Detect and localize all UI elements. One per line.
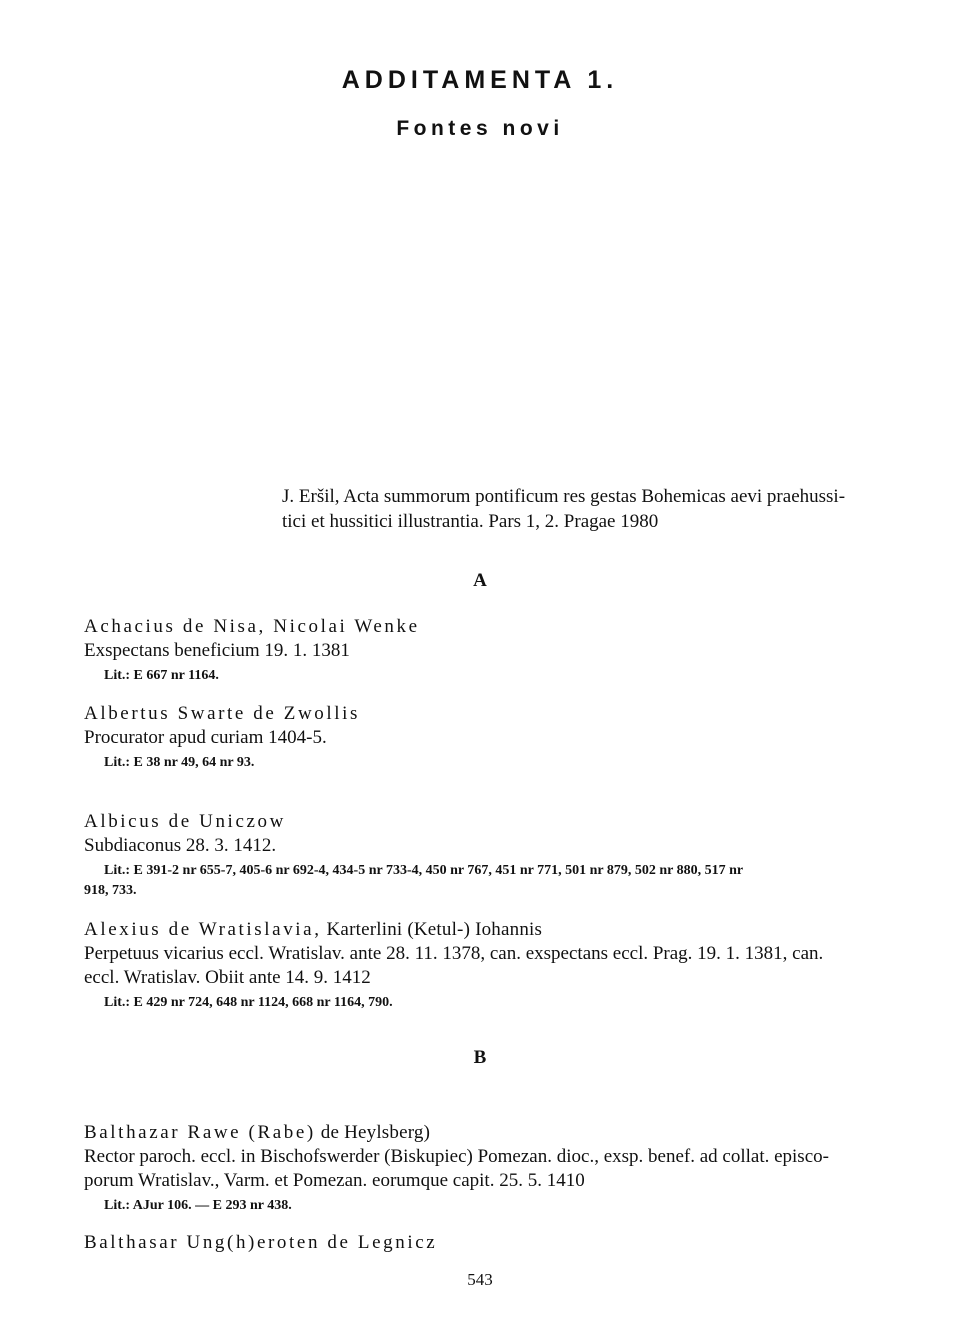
entry-alexius	[84, 918, 904, 1013]
entry-balthasar	[84, 1231, 904, 1255]
entry-description: Rector paroch. eccl. in Bischofswerder (Biskupiec) Pomezan. dioc., exsp. benef. ad collat. episco-	[84, 1146, 829, 1167]
entry-albertus	[84, 702, 904, 773]
entry-name: Albicus de Uniczow	[84, 811, 286, 832]
entry-description: Exspectans beneficium 19. 1. 1381	[84, 640, 350, 661]
entry-literature: Lit.: AJur 106. — E 293 nr 438.	[104, 1198, 292, 1213]
source-citation-line: tici et hussitici illustrantia. Pars 1, 2. Pragae 1980	[282, 511, 659, 532]
entry-name: Albertus Swarte de Zwollis	[84, 703, 361, 724]
entry-name: Achacius de Nisa, Nicolai Wenke	[84, 616, 420, 637]
page-title: ADDITAMENTA 1.	[341, 66, 619, 94]
entry-literature: Lit.: E 38 nr 49, 64 nr 93.	[104, 755, 255, 770]
entry-description: porum Wratislav., Varm. et Pomezan. eorumque capit. 25. 5. 1410	[84, 1170, 585, 1191]
section-letter-b: B	[473, 1047, 487, 1068]
section-letter-a: A	[473, 570, 487, 591]
entry-literature: Lit.: E 429 nr 724, 648 nr 1124, 668 nr 1164, 790.	[104, 995, 393, 1010]
page-number: 543	[467, 1270, 493, 1289]
entry-name: Alexius de Wratislavia, Karterlini (Ketul-) Iohannis	[84, 919, 543, 940]
entry-literature: Lit.: E 391-2 nr 655-7, 405-6 nr 692-4, 434-5 nr 733-4, 450 nr 767, 451 nr 771, 501 nr 879, 502 nr 880, 517 nr 918, 733.	[84, 863, 744, 898]
source-citation	[282, 484, 902, 534]
entry-name: Balthasar Ung(h)eroten de Legnicz	[84, 1232, 438, 1253]
entry-albicus	[84, 810, 904, 901]
entry-name: Balthazar Rawe (Rabe) de Heylsberg)	[84, 1122, 431, 1143]
entry-balthazar	[84, 1121, 904, 1216]
entry-description: Procurator apud curiam 1404-5.	[84, 727, 327, 748]
source-citation-line: J. Eršil, Acta summorum pontificum res gestas Bohemicas aevi praehussi-	[282, 486, 846, 507]
entry-description: Subdiaconus 28. 3. 1412.	[84, 835, 277, 856]
entry-description: Perpetuus vicarius eccl. Wratislav. ante 28. 11. 1378, can. exspectans eccl. Prag. 19. 1. 1381, can.	[84, 943, 824, 964]
entry-achacius	[84, 615, 904, 686]
entry-literature: Lit.: E 667 nr 1164.	[104, 668, 219, 683]
page-subtitle: Fontes novi	[396, 117, 564, 140]
entry-description: eccl. Wratislav. Obiit ante 14. 9. 1412	[84, 967, 371, 988]
